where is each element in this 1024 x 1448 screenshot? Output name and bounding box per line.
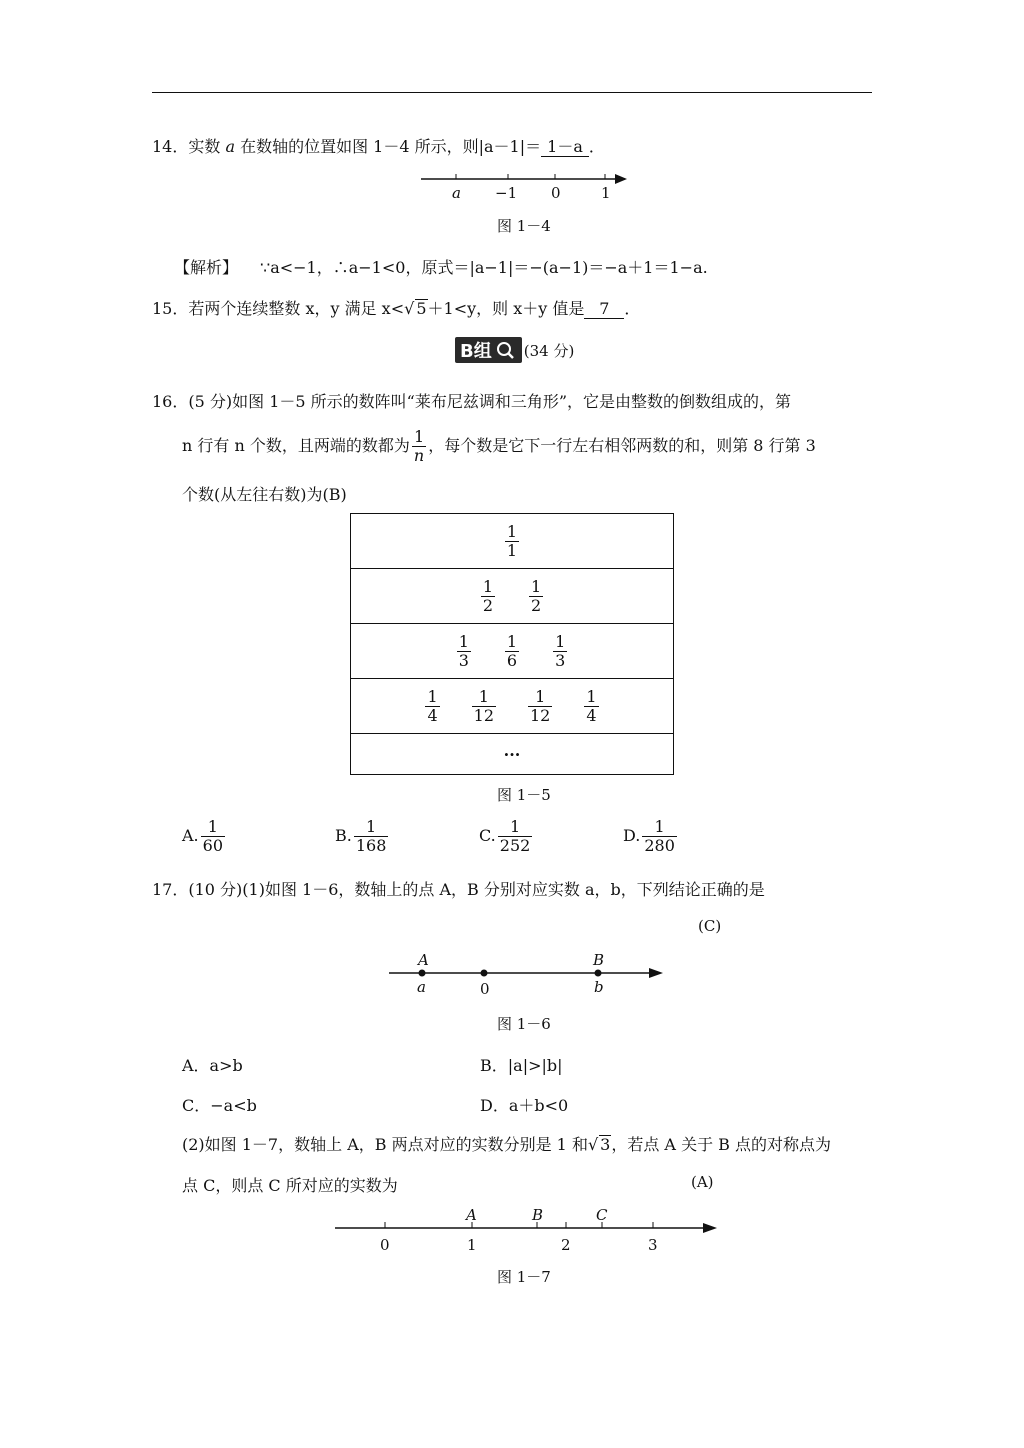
cell-den: 12	[473, 705, 494, 725]
value-label-b: b	[594, 978, 604, 996]
number-line-1-7	[333, 1204, 723, 1259]
q14-prefix: 14．实数	[152, 137, 226, 156]
point-label-B: B	[593, 951, 605, 969]
value-label-a: a	[417, 978, 426, 996]
cell-den: 3	[555, 650, 566, 670]
cell-den: 2	[531, 595, 542, 615]
point-label-A: A	[418, 951, 429, 969]
cell-den: 3	[458, 650, 469, 670]
group-b-score: (34 分)	[523, 341, 575, 360]
figure-caption-1-6: 图 1－6	[497, 1015, 551, 1033]
option-label: C.	[479, 826, 496, 845]
option-label: D.	[623, 826, 641, 845]
q17-option-d: D．a＋b<0	[480, 1096, 569, 1115]
q16-line-2a: n 行有 n 个数，且两端的数都为	[182, 436, 410, 455]
axis-label-a: a	[452, 184, 461, 202]
q17-part-2b: ，若点 A 关于 B 点的对称点为	[611, 1135, 832, 1154]
table-cell	[553, 633, 567, 670]
q14-analysis	[174, 255, 708, 278]
axis-label-1: 1	[601, 184, 611, 202]
option-label: A.	[182, 826, 199, 845]
q16-option-a	[182, 818, 227, 855]
tick-label-1: 1	[467, 1236, 477, 1254]
magnifier-icon	[495, 340, 517, 360]
table-row-2	[351, 569, 673, 624]
cell-num: 1	[458, 631, 469, 651]
q15-sqrt-arg: 5	[416, 299, 427, 318]
table-cell	[584, 688, 598, 725]
table-cell	[425, 688, 439, 725]
q16-line-1: 16．(5 分)如图 1－5 所示的数阵叫“莱布尼兹调和三角形”，它是由整数的倒数组成的，第	[152, 392, 792, 411]
cell-num: 1	[478, 686, 489, 706]
table-cell	[529, 578, 543, 615]
group-b-badge	[455, 337, 522, 363]
table-row-ellipsis: ···	[503, 744, 521, 764]
tick-label-2: 2	[561, 1236, 571, 1254]
group-b-header	[455, 337, 574, 363]
table-row-1	[351, 514, 673, 569]
table-row-3	[351, 624, 673, 679]
option-fraction	[642, 818, 677, 855]
frac-den: 168	[355, 836, 387, 855]
tick-label-0: 0	[380, 1236, 390, 1254]
table-cell	[481, 578, 495, 615]
q17-part-2a: (2)如图 1－7，数轴上 A，B 两点对应的实数分别是 1 和	[182, 1135, 588, 1154]
frac-den: 252	[499, 836, 531, 855]
q17-part-2-line-1: (2)如图 1－7，数轴上 A，B 两点对应的实数分别是 1 和√ 3，若点 A 关于 B 点的对称点为	[182, 1135, 832, 1154]
q16-fraction-1-over-n	[412, 428, 426, 465]
cell-num: 1	[427, 686, 438, 706]
figure-caption-1-5: 图 1－5	[497, 786, 551, 804]
frac-den: 280	[644, 836, 675, 855]
value-label-0: 0	[480, 980, 490, 998]
q14-var: a	[225, 137, 235, 156]
q15-mid: ＋1<y，则 x＋y 值是	[427, 299, 585, 318]
cell-num: 1	[555, 631, 566, 651]
figure-caption-1-7: 图 1－7	[497, 1268, 551, 1286]
q14-mid: 在数轴的位置如图 1－4 所示，则	[235, 137, 479, 156]
q16-option-b	[335, 818, 390, 855]
cell-num: 1	[535, 686, 546, 706]
q17-answer-2: (A)	[691, 1173, 714, 1191]
q17-option-b: B．|a|>|b|	[480, 1056, 563, 1075]
cell-num: 1	[482, 576, 493, 596]
table-cell	[505, 523, 519, 560]
table-cell	[472, 688, 496, 725]
frac-num: 1	[366, 817, 377, 836]
cell-den: 2	[482, 595, 493, 615]
harmonic-triangle-table	[350, 513, 674, 775]
q16-line-2	[182, 428, 816, 465]
option-fraction	[354, 818, 389, 855]
q16-line-3: 个数(从左往右数)为(B)	[182, 485, 347, 504]
q17-part-2-line-2: 点 C，则点 C 所对应的实数为	[182, 1176, 398, 1195]
point-label-C: C	[596, 1206, 608, 1224]
point-label-A: A	[466, 1206, 477, 1224]
analysis-tag: 【解析】	[174, 258, 239, 277]
frac-num: 1	[413, 427, 425, 446]
table-cell	[505, 633, 519, 670]
frac-num: 1	[509, 817, 521, 836]
number-line-1-6	[385, 948, 670, 998]
analysis-text: ∵a<−1，∴a−1<0，原式＝|a−1|＝−(a−1)＝−a＋1＝1−a.	[260, 258, 708, 277]
group-b-label: B组	[460, 341, 492, 362]
q14-expr: |a－1|＝	[478, 137, 542, 156]
table-cell	[457, 633, 471, 670]
cell-den: 1	[506, 540, 518, 560]
frac-num: 1	[654, 817, 665, 836]
option-fraction	[498, 818, 533, 855]
frac-num: 1	[207, 817, 218, 836]
cell-num: 1	[506, 521, 518, 541]
cell-num: 1	[506, 631, 518, 651]
cell-den: 4	[586, 705, 597, 725]
number-line-1-4	[415, 166, 640, 206]
q17-line-1: 17．(10 分)(1)如图 1－6，数轴上的点 A，B 分别对应实数 a，b，下列结论正确的是	[152, 880, 765, 899]
question-15: 15．若两个连续整数 x，y 满足 x<√ 5＋1<y，则 x＋y 值是 7 ．	[152, 299, 641, 318]
question-14	[152, 134, 605, 157]
top-rule	[152, 92, 872, 93]
q16-option-d	[623, 818, 679, 855]
q15-end: ．	[624, 299, 641, 318]
q17-answer-1: (C)	[698, 917, 722, 935]
q17-sqrt-arg: 3	[600, 1135, 611, 1154]
q17-option-a: A．a>b	[182, 1056, 243, 1075]
cell-den: 6	[506, 650, 518, 670]
cell-den: 12	[530, 705, 551, 725]
axis-label-0: 0	[551, 184, 561, 202]
axis-label-neg1: −1	[495, 184, 518, 202]
frac-den: 60	[202, 836, 223, 855]
cell-num: 1	[586, 686, 597, 706]
q16-option-c	[479, 818, 534, 855]
frac-den: n	[413, 446, 425, 465]
q14-end: ．	[588, 137, 605, 156]
q14-answer: 1－a	[541, 138, 589, 157]
option-fraction	[201, 818, 225, 855]
cell-den: 4	[427, 705, 438, 725]
q15-prefix: 15．若两个连续整数 x，y 满足 x<	[152, 299, 405, 318]
tick-label-3: 3	[648, 1236, 658, 1254]
q17-option-c: C．−a<b	[182, 1096, 257, 1115]
q15-answer: 7	[584, 300, 624, 319]
q16-line-2b: ，每个数是它下一行左右相邻两数的和，则第 8 行第 3	[428, 436, 816, 455]
table-row-4	[351, 679, 673, 734]
figure-caption-1-4: 图 1－4	[497, 217, 551, 235]
option-label: B.	[335, 826, 352, 845]
cell-num: 1	[531, 576, 542, 596]
point-label-B: B	[532, 1206, 544, 1224]
table-cell	[528, 688, 552, 725]
